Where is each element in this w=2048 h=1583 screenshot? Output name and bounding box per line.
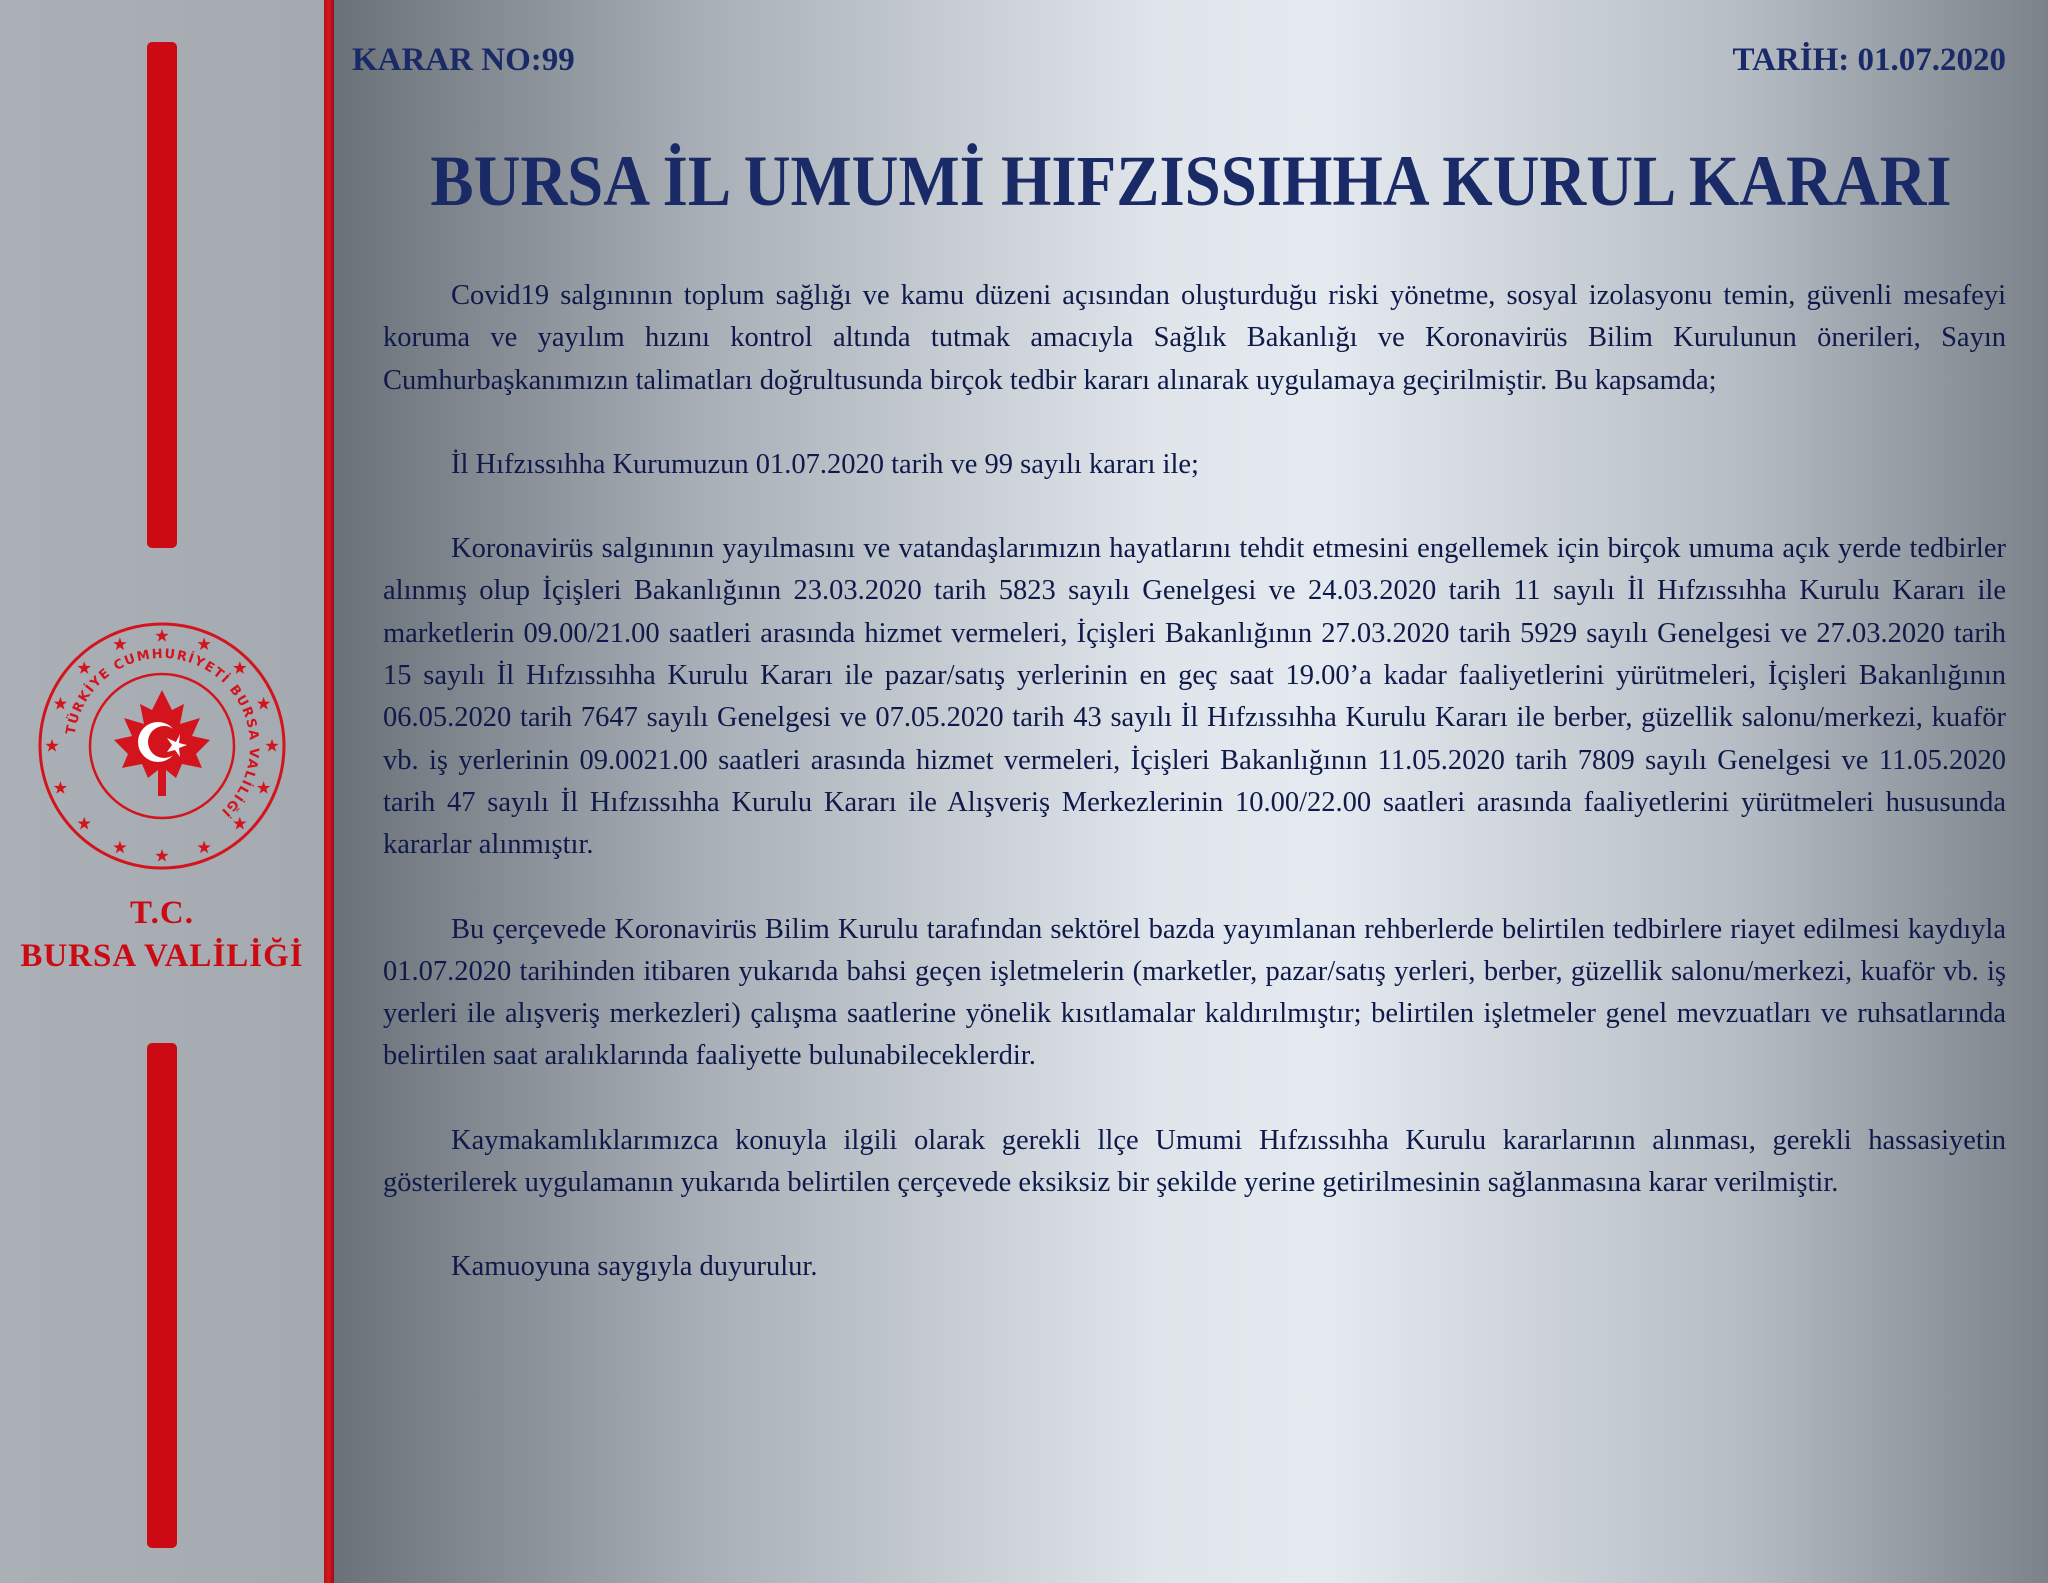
paragraph-decision-ref: İl Hıfzıssıhha Kurumuzun 01.07.2020 tarih ve 99 sayılı kararı ile; [451,448,1199,480]
decision-text [383,275,2006,1331]
emblem-star-icon [257,697,270,710]
decision-date: TARİH: 01.07.2020 [1732,42,2006,78]
paragraph-intro: Covid19 salgınının toplum sağlığı ve kamu düzeni açısından oluşturduğu riski yönetme, sosyal izolasyonu temin, güvenli mesafeyi koruma ve yayılım hızını kontrol altında tutmak amacıyla Sağlık Bakanlığı ve Koronavirüs Bilim Kurulunun önerileri, Sayın Cumhurbaşkanımızın talimatları doğrultusunda birçok tedbir kararı alınarak uygulamaya geçirilmiştir. Bu kapsamda; [383,280,2006,396]
sidebar [0,0,324,1583]
emblem-ring-text: TÜRKİYE CUMHURİYETİ BURSA VALİLİĞİ [63,646,262,821]
document-body [334,0,2048,1583]
emblem-star-icon [233,817,246,830]
page-title: BURSA İL UMUMİ HIFZISSIHHA KURUL KARARI [430,141,1952,221]
emblem-star-icon [155,849,168,862]
emblem-star-icon [45,739,58,752]
emblem-star-icon [113,841,126,854]
red-bar-bottom [147,1043,177,1548]
issuer-tc: T.C. [130,895,194,931]
emblem-star-icon [197,637,210,650]
emblem-star-icon [54,697,67,710]
paragraph-decision: Bu çerçevede Koronavirüs Bilim Kurulu tarafından sektörel bazda yayımlanan rehberlerde belirtilen tedbirlere riayet edilmesi kaydıyla 01.07.2020 tarihinden itibaren yukarıda bahsi geçen işletmelerin (marketler, pazar/satış yerleri, berber, güzellik salonu/merkezi, kuaför vb. iş yerleri ile alışveriş merkezleri) çalışma saatlerine yönelik kısıtlamalar kaldırılmıştır; belirtilen işletmeler genel mevzuatları ve ruhsatlarında belirtilen saat aralıklarında faaliyette bulunabileceklerdir. [383,913,2006,1072]
paragraph-background: Koronavirüs salgınının yayılmasını ve vatandaşlarımızın hayatlarını tehdit etmesini engellemek için birçok umuma açık yerde tedbirler alınmış olup İçişleri Bakanlığının 23.03.2020 tarih 5823 sayılı Genelgesi ve 24.03.2020 tarih 11 sayılı İl Hıfzıssıhha Kurulu Kararı ile marketlerin 09.00/21.00 saatleri arasında hizmet vermeleri, İçişleri Bakanlığının 27.03.2020 tarih 5929 sayılı Genelgesi ve 27.03.2020 tarih 15 sayılı İl Hıfzıssıhha Kurulu Kararı ile pazar/satış yerlerinin en geç saat 19.00’a kadar faaliyetlerini yürütmeleri, İçişleri Bakanlığının 06.05.2020 tarih 7647 sayılı Genelgesi ve 07.05.2020 tarih 43 sayılı İl Hıfzıssıhha Kurulu Kararı ile berber, güzellik salonu/merkezi, kuaför vb. iş yerlerinin 09.0021.00 saatleri arasında hizmet vermeleri, İçişleri Bakanlığının 11.05.2020 tarih 7809 sayılı Genelgesi ve 11.05.2020 tarih 47 sayılı İl Hıfzıssıhha Kurulu Kararı ile Alışveriş Merkezlerinin 10.00/22.00 saatleri arasında faaliyetlerini yürütmeleri hususunda kararlar alınmıştır. [383,533,2006,861]
emblem-star-icon [78,817,91,830]
emblem-star-icon [265,739,278,752]
emblem-star-icon [78,661,91,674]
decision-number: KARAR NO:99 [352,42,575,78]
emblem-star-icon [113,637,126,650]
emblem-star-icon [257,781,270,794]
red-divider [324,0,334,1583]
emblem-star-icon [233,661,246,674]
paragraph-closing: Kamuoyuna saygıyla duyurulur. [451,1251,818,1283]
emblem-star-icon [54,781,67,794]
paragraph-instructions: Kaymakamlıklarımızca konuyla ilgili olarak gerekli llçe Umumi Hıfzıssıhha Kurulu kararlarının alınması, gerekli hassasiyetin gösterilerek uygulamanın yukarıda belirtilen çerçevede eksiksiz bir şekilde yerine getirilmesinin sağlanmasına karar verilmiştir. [383,1124,2006,1199]
bursa-governorship-emblem-icon [36,620,288,872]
issuer-bursa-valiligi: BURSA VALİLİĞİ [20,938,304,974]
emblem-star-icon [197,841,210,854]
emblem-star-icon [155,629,168,642]
red-bar-top [147,42,177,548]
